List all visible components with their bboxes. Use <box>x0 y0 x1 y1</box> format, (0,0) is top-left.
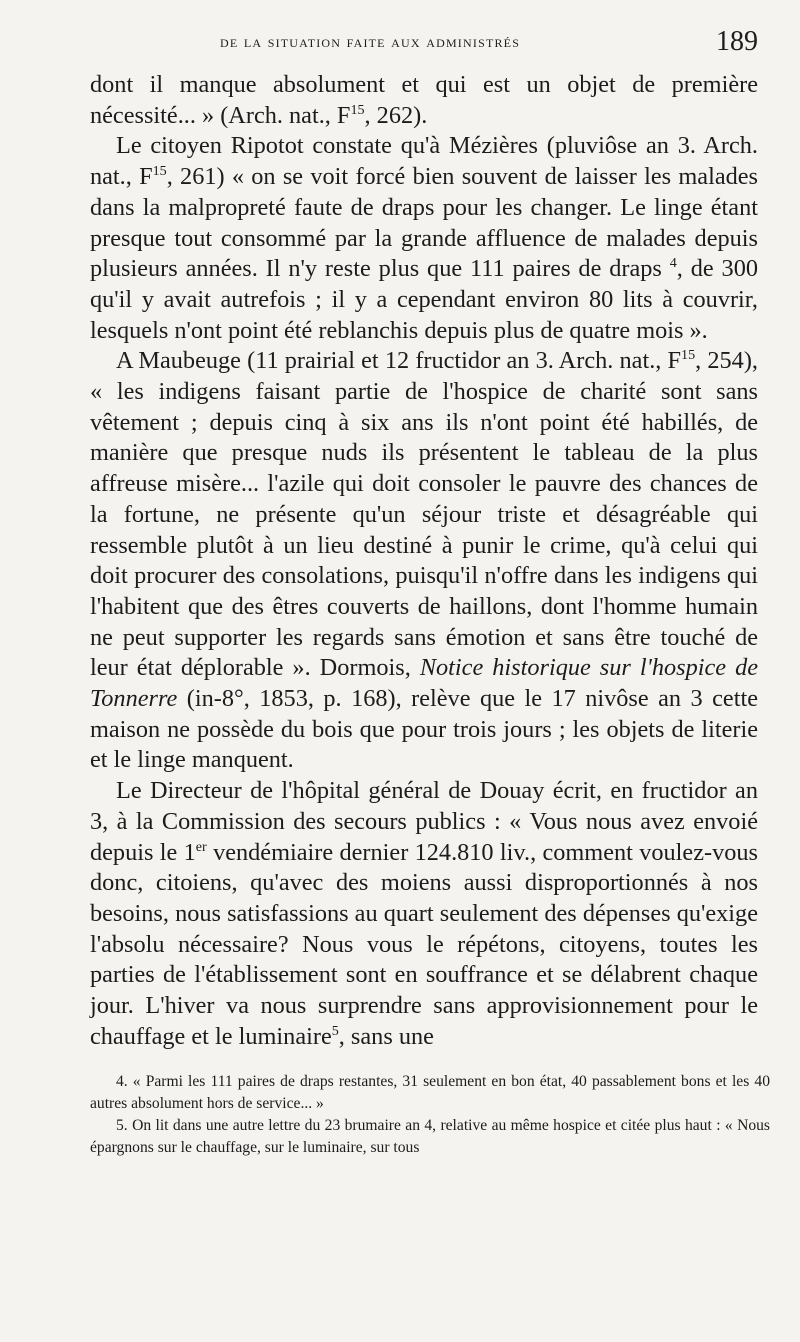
paragraph-4: Le Directeur de l'hôpital général de Douay écrit, en fructidor an 3, à la Commission des secours publics : « Vous nous avez envoié depuis le 1er vendémiaire dernier 124.810 liv., comment voulez-vous donc, citoiens, qu'avec des moiens aussi disproportionnés à nos besoins, nous satisfassions au quart seulement des dépenses qu'exige l'absolu nécessaire? Nous vous le répétons, citoyens, toutes les parties de l'établissement sont en souffrance et se délabrent chaque jour. L'hiver va nous surprendre sans approvisionnement pour le chauffage et le luminaire$^5$, sans une <box>90 777 758 1050</box>
superscript: 15 <box>152 163 167 180</box>
footnote-ref-5: 5 <box>331 1022 339 1039</box>
page-header <box>90 26 758 60</box>
paragraph-3: A Maubeuge (11 prairial et 12 fructidor an 3. Arch. nat., $F^{15}$, 254), « les indigens faisant partie de l'hospice de charité sont sans vêtement ; depuis cinq à six ans ils n'ont point été habillés, de manière que presque nuds ils présentent le tableau de la plus affreuse misère... l'azile qui doit consoler le pauvre des chances de la fortune, ne présente qu'un séjour triste et désagréable qui ressemble plutôt à un lieu destiné à punir le crime, qu'à celui qui doit procurer des consolations, puisqu'il n'offre dans les indigens qui l'habitent que des êtres couverts de haillons, dont l'homme humain ne peut supporter les regards sans émotion et sans être touché de leur état déplorable ». Dormois, Notice historique sur l'hospice de Tonnerre (in-8°, 1853, p. 168), relève que le 17 nivôse an 3 cette maison ne possède du bois que pour trois jours ; les objets de literie et le linge manquent. <box>90 347 759 774</box>
running-title: de la situation faite aux administrés <box>220 32 521 51</box>
superscript: 15 <box>681 347 696 364</box>
footnote-5: 5. On lit dans une autre lettre du 23 brumaire an 4, relative au même hospice et citée plus haut : « Nous épargnons sur le chauffage, sur le luminaire, sur tous <box>90 1117 770 1156</box>
body-text <box>90 70 758 1053</box>
italic-title: Notice historique sur l'hospice de Tonnerre <box>90 654 759 713</box>
paragraph-1: dont il manque absolument et qui est un objet de première nécessité... » (Arch. nat., $F^{15}$, 262). <box>90 71 758 129</box>
footnote-4: 4. « Parmi les 111 paires de draps restantes, 31 seulement en bon état, 40 passablement bons et les 40 autres absolument hors de service... » <box>90 1073 770 1112</box>
footnote-ref-4: 4 <box>669 255 677 272</box>
superscript: 15 <box>350 101 365 118</box>
paragraph-2: Le citoyen Ripotot constate qu'à Mézières (pluviôse an 3. Arch. nat., $F^{15}$, 261) « on se voit forcé bien souvent de laisser les malades dans la malpropreté faute de draps pour les changer. Le linge étant presque tout consommé par la grande affluence de malades depuis plusieurs années. Il n'y reste plus que 111 paires de draps $^4$, de 300 qu'il y avait autrefois ; il y a cependant environ 80 lits à couvrir, lesquels n'ont point été reblanchis depuis plus de quatre mois ». <box>90 132 758 344</box>
footnotes <box>90 1071 770 1159</box>
page-number: 189 <box>716 26 758 57</box>
superscript: er <box>195 838 207 855</box>
